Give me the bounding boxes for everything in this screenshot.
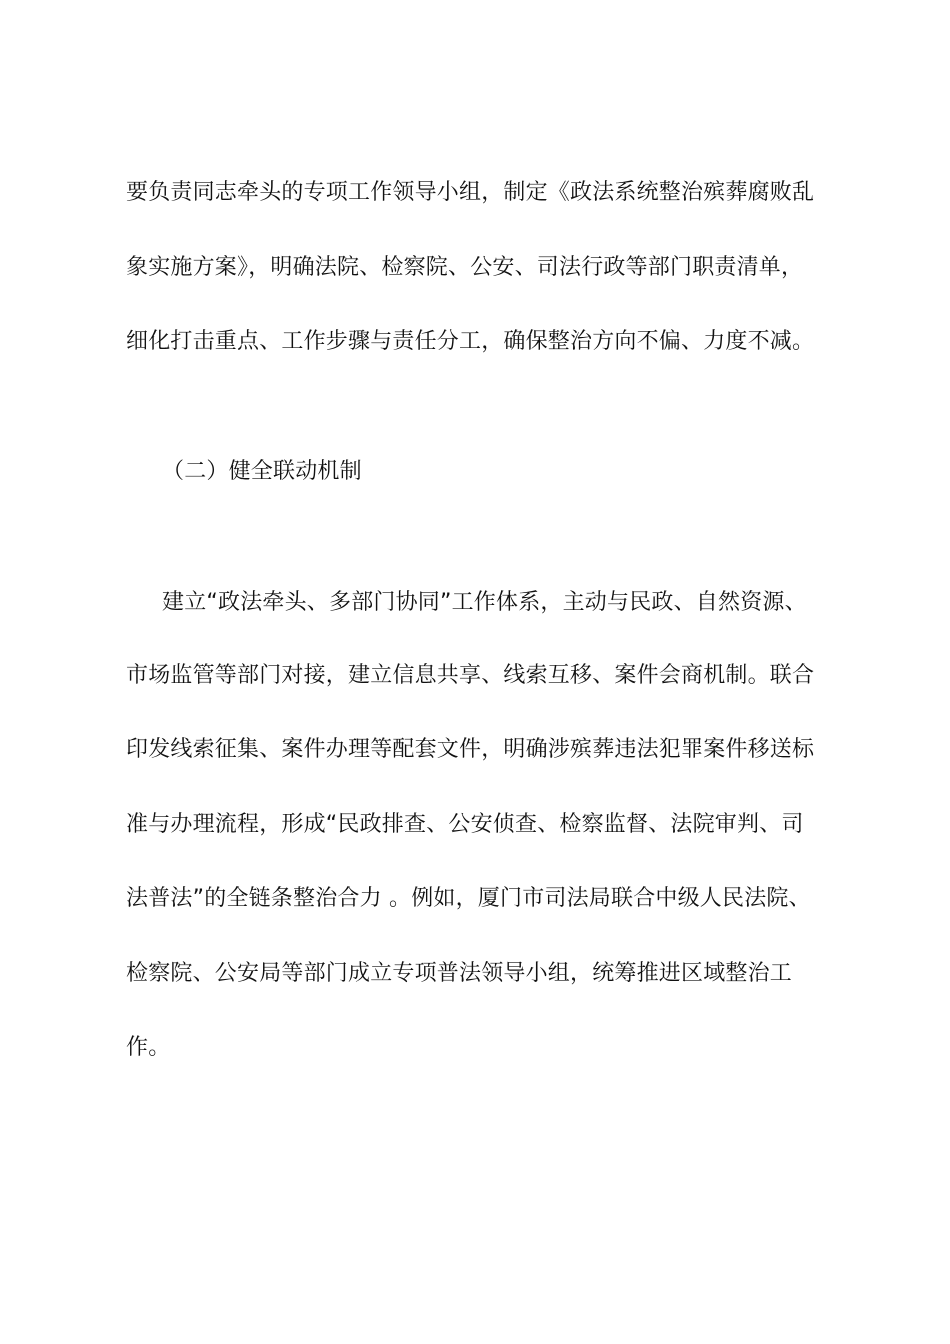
- section-heading: （二）健全联动机制: [162, 459, 362, 484]
- paragraph-2-line-3: 印发线索征集、案件办理等配套文件，明确涉殡葬违法犯罪案件移送标: [126, 737, 815, 762]
- paragraph-1-line-2: 象实施方案》，明确法院、检察院、公安、司法行政等部门职责清单，: [126, 255, 804, 280]
- paragraph-2-line-5: 法普法”的全链条整治合力 。例如，厦门市司法局联合中级人民法院、: [126, 886, 811, 911]
- paragraph-2-line-1: 建立“政法牵头、多部门协同”工作体系，主动与民政、自然资源、: [162, 590, 807, 615]
- paragraph-1-line-3: 细化打击重点、工作步骤与责任分工，确保整治方向不偏、力度不减。: [126, 329, 815, 354]
- paragraph-2-line-7: 作。: [126, 1035, 171, 1060]
- paragraph-2-line-6: 检察院、公安局等部门成立专项普法领导小组，统筹推进区域整治工: [126, 961, 793, 986]
- paragraph-2-line-2: 市场监管等部门对接，建立信息共享、线索互移、案件会商机制。联合: [126, 663, 815, 688]
- paragraph-1-line-1: 要负责同志牵头的专项工作领导小组，制定《政法系统整治殡葬腐败乱: [126, 180, 815, 205]
- paragraph-2-line-4: 准与办理流程，形成“民政排查、公安侦查、检察监督、法院审判、司: [126, 812, 804, 837]
